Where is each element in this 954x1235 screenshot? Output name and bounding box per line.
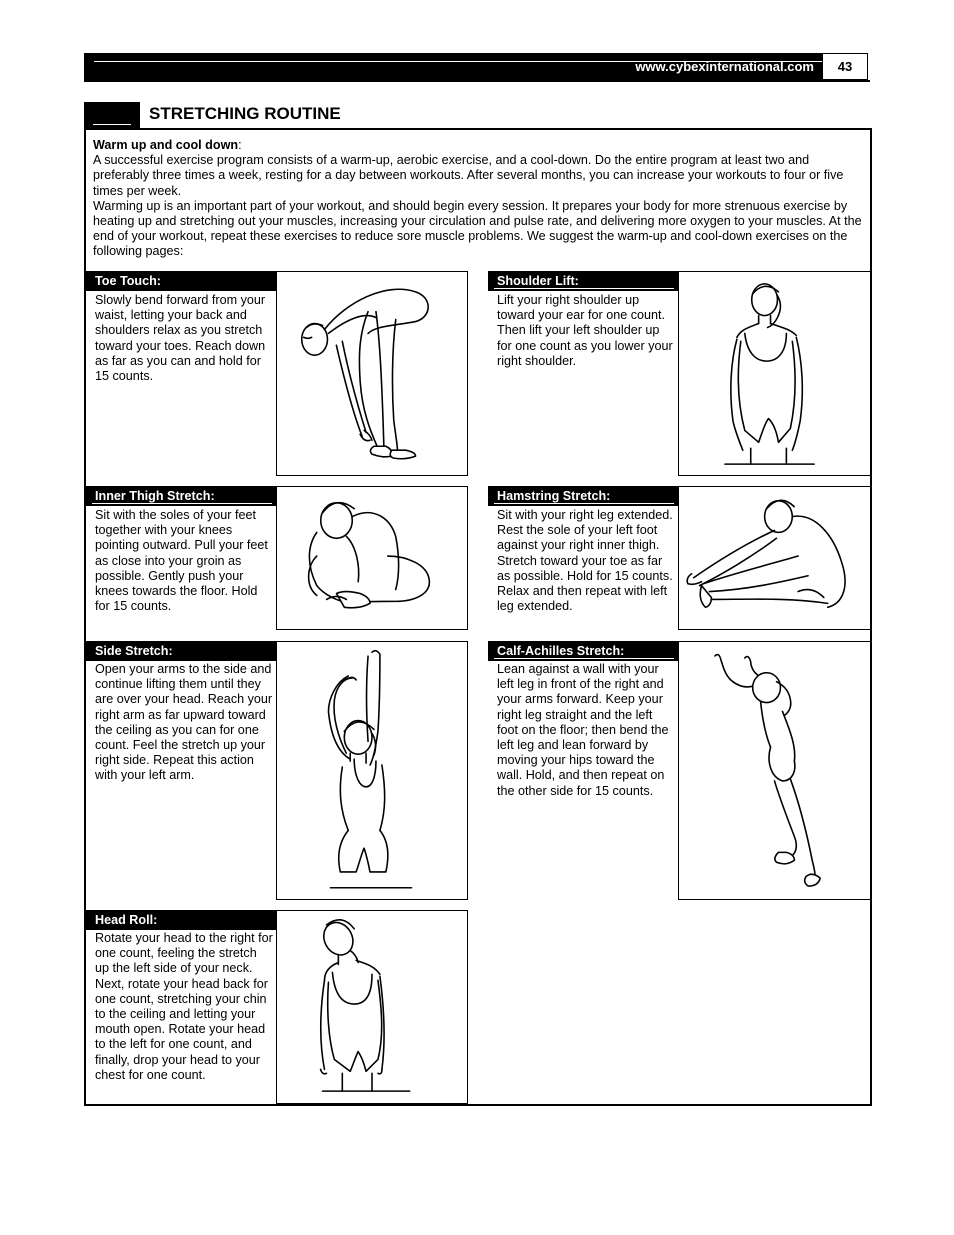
- website-link[interactable]: www.cybexinternational.com: [635, 59, 814, 74]
- exercise-desc-inner-thigh: Sit with the soles of your feet together with your knees pointing outward. Pull your feet as close into your groin as possible. Gently push your knees towards the floor. Hold for 15 counts.: [95, 508, 268, 614]
- exercise-title-toe-touch: Toe Touch:: [86, 271, 276, 291]
- header-bar: [84, 53, 822, 80]
- header-divider: [84, 80, 870, 82]
- intro-paragraph-2: Warming up is an important part of your workout, and should begin every session. It prepares your body for more strenuous exercise by heating up and stretching out your muscles, increasing your circulation and pulse rate, and delivering more oxygen to your muscles. At the end of your workout, repeat these exercises to reduce sore muscle problems. We suggest the warm-up and cool-down exercises on the following pages:: [93, 198, 862, 259]
- exercise-desc-hamstring: Sit with your right leg extended. Rest the sole of your left foot against your right inner thigh. Stretch toward your toe as far as possible. Hold for 15 counts. Relax and then repeat with left leg extended.: [497, 508, 673, 614]
- calf-achilles-figure-icon: [678, 641, 870, 900]
- intro-heading: Warm up and cool down: [93, 138, 239, 152]
- exercise-desc-toe-touch: Slowly bend forward from your waist, letting your back and shoulders relax as you stretch toward your toes. Reach down as far as you can and hold for 15 counts.: [95, 293, 266, 384]
- intro-paragraph-1: A successful exercise program consists of a warm-up, aerobic exercise, and a cool-down. Do the entire program at least two and preferably three times a week, resting for a day between workouts. After several months, you can increase your workouts to four or five times per week.: [93, 153, 844, 198]
- exercise-title-head-roll: Head Roll:: [86, 910, 276, 930]
- exercise-desc-shoulder-lift: Lift your right shoulder up toward your ear for one count. Then lift your left shoulder up for one count as you lower your right shoulder.: [497, 293, 673, 368]
- exercise-title-inner-thigh: Inner Thigh Stretch:: [86, 486, 276, 506]
- head-roll-figure-icon: [276, 910, 468, 1104]
- exercise-title-shoulder-lift: Shoulder Lift:: [488, 271, 678, 291]
- exercise-title-hamstring: Hamstring Stretch:: [488, 486, 678, 506]
- toe-touch-figure-icon: [276, 271, 468, 476]
- exercise-desc-head-roll: Rotate your head to the right for one count, feeling the stretch up the left side of your neck. Next, rotate your head back for one count, stretching your chin to the ceiling and letting your mouth open. Rotate your head to the left for one count, and finally, drop your head to your chest for one count.: [95, 931, 273, 1082]
- exercise-title-side-stretch: Side Stretch:: [86, 641, 276, 661]
- side-stretch-figure-icon: [276, 641, 468, 900]
- exercise-title-calf-achilles: Calf-Achilles Stretch:: [488, 641, 678, 661]
- section-title: STRETCHING ROUTINE: [149, 104, 341, 123]
- hamstring-figure-icon: [678, 486, 870, 630]
- exercise-desc-side-stretch: Open your arms to the side and continue lifting them until they are over your head. Reach your right arm as far upward toward the ceiling as you can for one count. Feel the stretch up your right side. Repeat this action with your left arm.: [95, 662, 273, 783]
- exercise-desc-calf-achilles: Lean against a wall with your left leg in front of the right and your arms forward. Keep your right leg straight and the left foot on the floor; then bend the left leg and lean forward by moving your hips toward the wall. Hold, and then repeat on the other side for 15 counts.: [497, 662, 669, 798]
- shoulder-lift-figure-icon: [678, 271, 870, 476]
- intro-heading-line: Warm up and cool down:: [93, 138, 242, 152]
- inner-thigh-figure-icon: [276, 486, 468, 630]
- page-number: 43: [822, 53, 868, 80]
- section-marker: [84, 102, 140, 128]
- intro: [93, 138, 863, 260]
